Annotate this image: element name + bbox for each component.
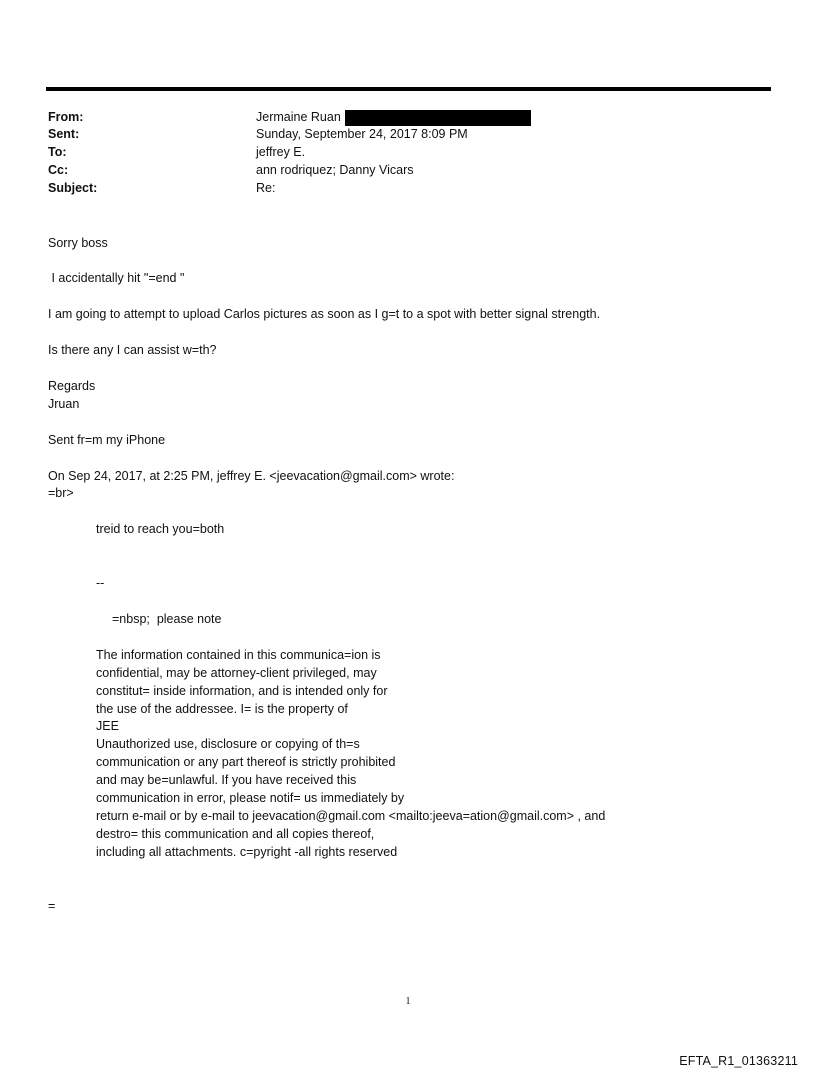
disclaimer-line: Unauthorized use, disclosure or copying of th=s xyxy=(96,737,360,751)
to-value: jeffrey E. xyxy=(256,145,306,159)
quoted-line: =nbsp; please note xyxy=(112,612,222,626)
disclaimer-line: the use of the addressee. I= is the property of xyxy=(96,702,348,716)
from-value: Jermaine Ruan xyxy=(256,110,341,124)
disclaimer-line: The information contained in this communica=ion is xyxy=(96,648,381,662)
from-label: From: xyxy=(48,110,84,124)
quote-attribution: On Sep 24, 2017, at 2:25 PM, jeffrey E. <jeevacation@gmail.com> wrote: xyxy=(48,469,455,483)
body-line: Sorry boss xyxy=(48,236,108,250)
cc-value: ann rodriquez; Danny Vicars xyxy=(256,163,414,177)
subject-value: Re: xyxy=(256,181,276,195)
disclaimer-line: confidential, may be attorney-client privileged, may xyxy=(96,666,377,680)
redaction-box xyxy=(345,110,531,126)
disclaimer-line: JEE xyxy=(96,719,119,733)
disclaimer-line: communication or any part thereof is strictly prohibited xyxy=(96,755,396,769)
disclaimer-line: including all attachments. c=pyright -all rights reserved xyxy=(96,845,398,859)
disclaimer-line: and may be=unlawful. If you have received this xyxy=(96,773,357,787)
disclaimer-line: return e-mail or by e-mail to jeevacation@gmail.com <mailto:jeeva=ation@gmail.com> , and xyxy=(96,809,606,823)
trailing-char: = xyxy=(48,899,56,913)
body-line: Jruan xyxy=(48,397,80,411)
sent-value: Sunday, September 24, 2017 8:09 PM xyxy=(256,127,468,141)
cc-label: Cc: xyxy=(48,163,69,177)
disclaimer-line: communication in error, please notif= us immediately by xyxy=(96,791,405,805)
document-id: EFTA_R1_01363211 xyxy=(679,1054,798,1068)
page-number: 1 xyxy=(405,996,411,1007)
body-line: Sent fr=m my iPhone xyxy=(48,433,166,447)
header-rule xyxy=(46,87,771,91)
sent-label: Sent: xyxy=(48,127,80,141)
body-line: I am going to attempt to upload Carlos pictures as soon as I g=t to a spot with better signal strength. xyxy=(48,307,601,321)
body-line: =br> xyxy=(48,486,74,500)
disclaimer-line: constitut= inside information, and is intended only for xyxy=(96,684,388,698)
to-label: To: xyxy=(48,145,67,159)
disclaimer-line: destro= this communication and all copies thereof, xyxy=(96,827,375,841)
subject-label: Subject: xyxy=(48,181,98,195)
quoted-line: treid to reach you=both xyxy=(96,522,225,536)
body-line: Regards xyxy=(48,379,96,393)
signature-separator: -- xyxy=(96,576,105,590)
body-line: I accidentally hit "=end " xyxy=(48,271,185,285)
body-line: Is there any I can assist w=th? xyxy=(48,343,217,357)
